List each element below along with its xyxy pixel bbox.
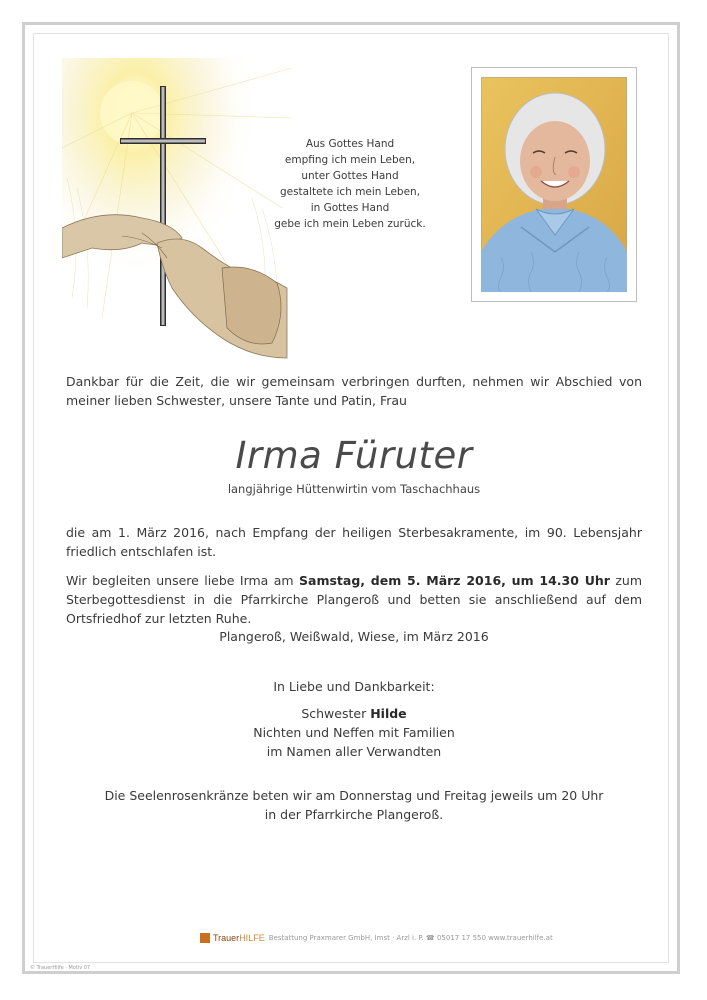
trauerhilfe-logo-icon bbox=[200, 933, 210, 943]
portrait-photo-frame bbox=[471, 67, 637, 302]
trauerhilfe-logo bbox=[213, 933, 265, 943]
poem-line: gebe ich mein Leben zurück. bbox=[274, 218, 426, 230]
logo-part1: Trauer bbox=[213, 933, 240, 943]
poem-line: empfing ich mein Leben, bbox=[284, 154, 416, 166]
funeral-date-time: Samstag, dem 5. März 2016, um 14.30 Uhr bbox=[299, 573, 610, 588]
credit-note: © TrauerHilfe · Motiv 07 bbox=[30, 965, 91, 971]
gratitude-line: In Liebe und Dankbarkeit: bbox=[273, 679, 435, 694]
poem-line: in Gottes Hand bbox=[310, 202, 390, 214]
mourner-sister-prefix: Schwester bbox=[301, 706, 371, 721]
intro-text: Dankbar für die Zeit, die wir gemeinsam verbringen durften, nehmen wir Abschied von meiner lieben Schwester, unsere Tante und Patin, Frau bbox=[66, 374, 642, 408]
mourners bbox=[66, 704, 642, 761]
rosary-line: in der Pfarrkirche Plangeroß. bbox=[264, 807, 444, 822]
mourner-sister-name: Hilde bbox=[370, 706, 407, 721]
footer-address: Bestattung Praxmarer GmbH, Imst · Arzl i. P. ☎ 05017 17 550 www.trauerhilfe.at bbox=[268, 934, 553, 942]
logo-part2: HILFE bbox=[239, 933, 265, 943]
funeral-text-before: Wir begleiten unsere liebe Irma am bbox=[66, 573, 299, 588]
funeral-text bbox=[66, 571, 642, 628]
poem-line: unter Gottes Hand bbox=[301, 170, 399, 182]
death-text: die am 1. März 2016, nach Empfang der heiligen Sterbesakramente, im 90. Lebensjahr friedlich entschlafen ist. bbox=[66, 525, 642, 559]
poem bbox=[262, 136, 438, 232]
cross-hands-illustration bbox=[62, 58, 292, 363]
poem-line: gestaltete ich mein Leben, bbox=[279, 186, 421, 198]
poem-line: Aus Gottes Hand bbox=[305, 138, 395, 150]
mourner-sister bbox=[66, 704, 642, 723]
deceased-subtitle: langjährige Hüttenwirtin vom Taschachhaus bbox=[227, 482, 481, 496]
rosary-line: Die Seelenrosenkränze beten wir am Donnerstag und Freitag jeweils um 20 Uhr bbox=[104, 788, 604, 803]
deceased-name: Irma Füruter bbox=[235, 434, 473, 477]
place-date: Plangeroß, Weißwald, Wiese, im März 2016 bbox=[219, 629, 489, 644]
rosary-notice bbox=[66, 786, 642, 824]
mourner-line: im Namen aller Verwandten bbox=[266, 744, 442, 759]
footer bbox=[200, 933, 553, 949]
portrait-photo bbox=[481, 77, 627, 292]
funeral-text-after: zum Sterbegottesdienst in die Pfarrkirche Plangeroß und betten sie anschließend auf dem Ortsfriedhof zur letzten Ruhe. bbox=[66, 573, 643, 626]
mourner-line: Nichten und Neffen mit Familien bbox=[253, 725, 455, 740]
